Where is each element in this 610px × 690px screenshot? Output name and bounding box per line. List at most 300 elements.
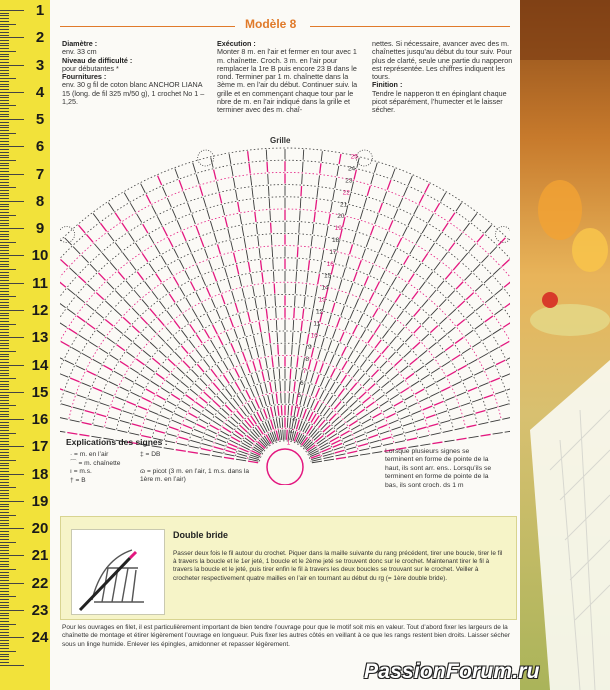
stitch-mark: [292, 332, 293, 342]
stitch-mark: [358, 260, 362, 270]
stitch-mark: [318, 440, 327, 445]
stitch-mark: [215, 416, 223, 422]
ruler-tick: [0, 381, 9, 382]
ruler-tick: [0, 441, 9, 442]
stitch-mark: [110, 355, 119, 360]
ruler-tick: [0, 547, 9, 548]
stitch-mark: [202, 414, 211, 419]
stitch-mark: [463, 223, 469, 231]
ruler-tick: [0, 51, 16, 52]
stitch-mark: [279, 418, 280, 428]
ruler-tick: [0, 275, 9, 276]
stitch-mark: [289, 393, 290, 403]
stitch-mark: [275, 296, 276, 306]
stitch-mark: [77, 395, 87, 398]
stitch-mark: [223, 427, 232, 432]
ruler-tick: [0, 373, 9, 374]
stitch-mark: [403, 227, 408, 236]
stitch-mark: [375, 340, 381, 348]
stitch-mark: [373, 413, 382, 418]
stitch-mark: [425, 184, 430, 193]
ruler-tick: [0, 651, 16, 652]
stitch-mark: [337, 317, 341, 327]
stitch-mark: [383, 407, 392, 412]
stitch-mark: [493, 328, 502, 333]
ruler-tick: [0, 474, 24, 475]
stitch-mark: [152, 205, 157, 214]
stitch-mark: [371, 370, 378, 377]
stitch-mark: [73, 407, 83, 410]
stitch-mark: [452, 417, 462, 420]
stitch-mark: [298, 235, 299, 245]
stitch-mark: [125, 377, 134, 382]
stitch-mark: [195, 384, 202, 391]
stitch-mark: [236, 354, 240, 363]
double-bride-title: Double bride: [173, 530, 229, 540]
stitch-mark: [338, 389, 344, 397]
stitch-mark: [105, 428, 115, 430]
ruler-tick: [0, 70, 9, 71]
stitch-mark: [281, 405, 282, 415]
ruler-tick: [0, 174, 24, 175]
stitch-mark: [211, 340, 216, 349]
stitch-mark: [226, 332, 230, 341]
stitch-mark: [334, 420, 342, 426]
stitch-mark: [320, 405, 326, 413]
stitch-mark: [331, 398, 337, 406]
ruler-tick: [0, 632, 9, 633]
stitch-mark: [140, 374, 149, 379]
ruler-tick: [0, 665, 24, 666]
ruler-tick: [0, 266, 9, 267]
stitch-mark: [176, 388, 184, 394]
stitch-mark: [391, 427, 401, 430]
stitch-mark: [380, 271, 385, 280]
stitch-mark: [276, 418, 278, 428]
stitch-mark: [441, 193, 446, 202]
ruler-number: 4: [35, 83, 45, 101]
ruler-tick: [0, 444, 9, 445]
stitch-mark: [175, 169, 179, 179]
stitch-mark: [271, 420, 274, 430]
stitch-mark: [226, 306, 230, 316]
stitch-mark: [436, 233, 442, 241]
ruler-tick: [0, 558, 9, 559]
stitch-mark: [227, 447, 237, 450]
stitch-mark: [115, 397, 124, 401]
stitch-mark: [358, 314, 363, 323]
stitch-mark: [466, 425, 476, 427]
stitch-mark: [203, 198, 206, 208]
stitch-mark: [449, 407, 459, 410]
stitch-mark: [186, 395, 194, 401]
stitch-mark: [193, 163, 196, 173]
ruler-tick: [0, 498, 9, 499]
ruler-tick: [0, 272, 9, 273]
stitch-mark: [380, 361, 387, 368]
ruler-number: 18: [31, 465, 49, 483]
stitch-mark: [60, 322, 67, 327]
ruler-tick: [0, 108, 9, 109]
stitch-mark: [353, 325, 358, 334]
stitch-mark: [366, 237, 370, 247]
stitch-mark: [104, 392, 113, 396]
ruler-tick: [0, 277, 9, 278]
stitch-mark: [186, 298, 191, 307]
stitch-mark: [445, 345, 453, 351]
stitch-mark: [206, 287, 210, 296]
stitch-mark: [382, 346, 389, 354]
ruler-tick: [0, 536, 9, 537]
ruler-tick: [0, 220, 9, 221]
ruler-tick: [0, 15, 9, 16]
crochet-diagram: [60, 145, 510, 485]
ruler-tick: [0, 610, 24, 611]
stitch-mark: [478, 422, 488, 424]
ruler-tick: [0, 283, 24, 284]
ruler-tick: [0, 103, 9, 104]
ruler-tick: [0, 310, 24, 311]
ruler-tick: [0, 403, 9, 404]
ruler-tick: [0, 643, 9, 644]
stitch-mark: [202, 444, 212, 447]
stitch-mark: [270, 382, 272, 392]
stitch-mark: [342, 268, 345, 278]
stitch-mark: [405, 430, 415, 433]
stitch-mark: [297, 259, 298, 269]
ruler-tick: [0, 561, 9, 562]
ruler-tick: [0, 97, 9, 98]
stitch-mark: [122, 223, 128, 231]
ruler-tick: [0, 553, 9, 554]
stitch-mark: [290, 418, 291, 428]
ruler-tick: [0, 92, 24, 93]
stitch-mark: [149, 411, 158, 415]
stitch-mark: [179, 180, 183, 190]
stitch-mark: [191, 370, 198, 377]
stitch-mark: [469, 436, 479, 438]
ruler-tick: [0, 509, 9, 510]
stitch-mark: [242, 326, 245, 336]
stitch-mark: [65, 391, 75, 394]
stitch-mark: [398, 327, 405, 335]
stitch-mark: [317, 438, 325, 444]
stitch-mark: [330, 382, 335, 391]
stitch-mark: [425, 359, 433, 365]
stitch-mark: [77, 316, 85, 322]
stitch-mark: [392, 169, 396, 179]
legend-column-1: [70, 451, 130, 485]
ruler-tick: [0, 149, 9, 150]
ruler-tick: [0, 392, 24, 393]
stitch-mark: [183, 192, 187, 202]
stitch-mark: [391, 277, 396, 286]
stitch-mark: [103, 365, 112, 370]
stitch-mark: [67, 309, 75, 315]
stitch-mark: [234, 253, 236, 263]
ruler-tick: [0, 408, 9, 409]
stitch-mark: [466, 293, 473, 300]
stitch-mark: [357, 439, 367, 442]
picot-icon: ɷ: [140, 467, 146, 475]
stitch-mark: [78, 276, 85, 283]
stitch-mark: [208, 387, 215, 394]
ruler-tick: [0, 389, 9, 390]
ruler-tick: [0, 482, 9, 483]
stitch-mark: [108, 203, 114, 211]
round-number: 9: [308, 344, 312, 352]
ruler-tick: [0, 662, 9, 663]
ruler-tick: [0, 95, 9, 96]
ruler-tick: [0, 209, 9, 210]
stitch-mark: [223, 361, 228, 370]
stitch-mark: [136, 359, 144, 365]
stitch-mark: [320, 163, 321, 173]
ruler-tick: [0, 501, 24, 502]
stitch-mark: [204, 329, 209, 338]
stitch-mark: [366, 364, 373, 372]
round-number: 2: [289, 427, 294, 435]
stitch-mark: [388, 352, 395, 359]
stitch-mark: [99, 348, 108, 353]
center-ring: [267, 449, 303, 485]
round-number: 4: [294, 403, 299, 411]
stitch-mark: [218, 412, 226, 418]
ruler-tick: [0, 307, 9, 308]
stitch-mark: [320, 262, 322, 272]
stitch-mark: [346, 396, 353, 403]
stitch-mark: [493, 268, 500, 275]
round-number: 14: [321, 284, 329, 292]
stitch-mark: [87, 284, 94, 291]
stitch-mark: [244, 238, 246, 248]
stitch-mark: [364, 276, 368, 285]
ruler-tick: [0, 86, 9, 87]
ruler-tick: [0, 624, 16, 625]
stitch-mark: [228, 279, 231, 289]
stitch-mark: [295, 369, 296, 379]
stitch-mark: [107, 337, 115, 343]
stitch-mark: [291, 406, 292, 416]
stitch-note: Lorsque plusieurs signes se terminent en forme de pointe de la haut, ils sont arr. ens.. Lorsqu’ils se terminent en forme de pointe de la bas, ils sont croch. ds 1 m: [385, 448, 492, 489]
stitch-mark: [277, 332, 278, 342]
stitch-mark: [339, 427, 348, 432]
stitch-mark: [375, 281, 380, 290]
stitch-mark: [321, 151, 322, 161]
stitch-mark: [253, 361, 256, 371]
stitch-mark: [142, 299, 149, 307]
stitch-mark: [350, 244, 353, 254]
stitch-mark: [258, 236, 259, 246]
stitch-mark: [380, 431, 390, 434]
stitch-mark: [281, 393, 282, 403]
stitch-mark: [86, 234, 93, 242]
stitch-mark: [172, 209, 176, 218]
stitch-mark: [169, 427, 179, 430]
stitch-mark: [100, 403, 110, 406]
stitch-mark: [294, 381, 295, 391]
stitch-mark: [259, 322, 261, 332]
stitch-mark: [260, 385, 263, 395]
round-number: 1: [286, 439, 291, 447]
stitch-mark: [142, 253, 148, 261]
ruler-tick: [0, 531, 9, 532]
stitch-mark: [183, 314, 189, 322]
stitch-mark: [94, 244, 101, 252]
stitch-mark: [132, 326, 139, 333]
stitch-mark: [273, 259, 274, 269]
stitch-mark: [490, 378, 499, 382]
stitch-mark: [212, 421, 221, 426]
ruler-number: 13: [31, 329, 49, 347]
stitch-mark: [328, 314, 331, 324]
stitch-mark: [325, 379, 330, 388]
stitch-mark: [110, 262, 117, 270]
stitch-mark: [288, 405, 289, 415]
stitch-mark: [431, 433, 441, 435]
legend-tr: ‡ = DB: [140, 451, 161, 458]
stitch-mark: [229, 372, 234, 381]
stitch-mark: [397, 311, 403, 319]
stitch-mark: [250, 388, 254, 397]
stitch-mark: [255, 399, 259, 408]
stitch-mark: [376, 395, 384, 401]
ruler-tick: [0, 313, 9, 314]
stitch-mark: [192, 308, 197, 317]
stitch-mark: [69, 268, 76, 275]
stitch-mark: [120, 420, 130, 423]
stitch-mark: [448, 309, 455, 316]
stitch-mark: [368, 350, 374, 358]
stitch-mark: [118, 272, 125, 280]
ruler-tick: [0, 250, 9, 251]
stitch-mark: [372, 389, 380, 395]
stitch-mark: [79, 335, 88, 340]
stitch-mark: [441, 361, 450, 366]
stitch-mark: [230, 385, 236, 393]
stitch-mark: [339, 279, 342, 289]
stitch-mark: [412, 291, 418, 299]
ruler-tick: [0, 294, 9, 295]
stitch-mark: [408, 403, 417, 407]
stitch-mark: [164, 448, 174, 450]
stitch-mark: [179, 260, 184, 269]
stitch-mark: [224, 375, 230, 383]
stitch-mark: [163, 284, 169, 292]
stitch-mark: [216, 310, 220, 319]
stitch-mark: [86, 304, 94, 310]
stitch-mark: [432, 442, 442, 444]
ruler-tick: [0, 405, 16, 406]
stitch-mark: [297, 357, 298, 367]
stitch-mark: [196, 226, 200, 236]
execution-label: Exécution :: [217, 39, 256, 48]
stitch-mark: [375, 419, 384, 423]
ruler-number: 12: [31, 302, 49, 319]
stitch-mark: [439, 317, 446, 324]
stitch-mark: [259, 248, 260, 258]
stitch-mark: [307, 398, 311, 408]
stitch-mark: [157, 423, 167, 426]
ruler-tick: [0, 32, 9, 33]
stitch-mark: [308, 260, 309, 270]
stitch-mark: [339, 154, 341, 164]
stitch-mark: [237, 395, 243, 403]
stitch-mark: [256, 348, 258, 358]
stitch-mark: [241, 366, 245, 375]
ruler-tick: [0, 111, 9, 112]
stitch-mark: [236, 265, 238, 275]
stitch-mark: [366, 429, 375, 433]
stitch-mark: [481, 255, 488, 262]
ruler-tick: [0, 21, 9, 22]
stitch-mark: [115, 243, 121, 251]
stitch-mark: [405, 335, 412, 342]
stitch-mark: [146, 366, 154, 372]
stitch-mark: [366, 402, 374, 408]
ruler-tick: [0, 198, 9, 199]
stitch-mark: [362, 419, 371, 424]
ruler-tick: [0, 435, 9, 436]
stitch-mark: [408, 176, 412, 185]
stitch-mark: [353, 369, 359, 377]
stitch-mark: [81, 383, 90, 387]
stitch-mark: [130, 203, 135, 212]
stitch-mark: [374, 254, 378, 263]
ruler-number: 24: [31, 629, 49, 647]
stitch-mark: [186, 375, 193, 382]
stitch-mark: [171, 394, 180, 399]
stitch-mark: [69, 328, 78, 333]
ruler-tick: [0, 615, 9, 616]
stitch-mark: [347, 451, 357, 453]
stitch-mark: [271, 345, 272, 355]
stitch-mark: [217, 244, 220, 254]
ruler-tick: [0, 193, 9, 194]
stitch-mark: [269, 333, 270, 343]
stitch-mark: [231, 241, 233, 251]
ruler-tick: [0, 427, 9, 428]
stitch-mark: [213, 325, 218, 334]
round-number: 13: [318, 296, 326, 304]
stitch-mark: [189, 355, 196, 363]
stitch-mark: [236, 190, 238, 200]
stitch-mark: [296, 420, 299, 430]
stitch-mark: [82, 422, 92, 424]
stitch-mark: [320, 363, 324, 373]
double-bride-illustration: [71, 529, 165, 615]
ruler-tick: [0, 354, 9, 355]
stitch-mark: [434, 262, 440, 270]
stitch-mark: [437, 281, 444, 289]
stitch-mark: [60, 259, 67, 266]
stitch-mark: [200, 397, 208, 403]
stitch-mark: [299, 223, 300, 233]
stitch-mark: [315, 200, 316, 210]
stitch-mark: [221, 392, 228, 400]
stitch-mark: [490, 420, 500, 422]
stitch-mark: [229, 154, 231, 164]
stitch-mark: [259, 359, 261, 369]
stitch-mark: [303, 309, 304, 319]
ruler-tick: [0, 335, 9, 336]
stitch-mark: [132, 308, 139, 315]
stitch-mark: [309, 322, 311, 332]
stitch-mark: [271, 407, 273, 417]
stitch-mark: [255, 427, 261, 435]
stitch-mark: [246, 377, 250, 386]
stitch-mark: [242, 288, 244, 298]
